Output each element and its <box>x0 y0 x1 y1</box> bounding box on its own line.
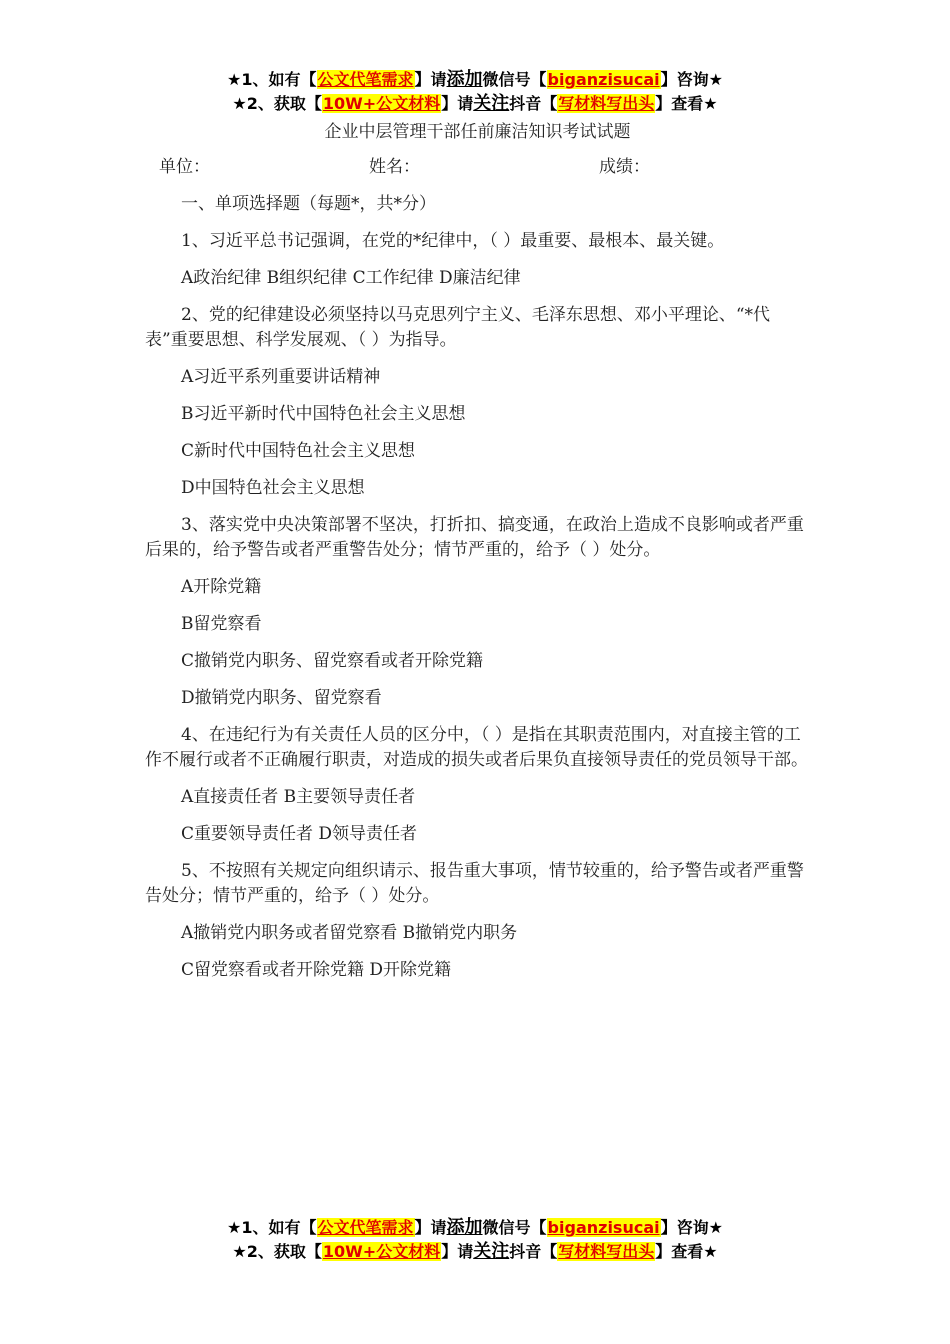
footer-highlight-service: 公文代笔需求 <box>317 1218 414 1237</box>
question-5-options-ab: A撤销党内职务或者留党察看 B撤销党内职务 <box>181 923 518 943</box>
name-label: 姓名： <box>369 157 420 177</box>
question-2-option-c: C新时代中国特色社会主义思想 <box>181 441 416 461</box>
candidate-info-row <box>145 155 810 180</box>
highlight-wechat-id: biganzisucai <box>547 70 660 89</box>
footer-banner <box>0 1216 950 1264</box>
question-5: 5、不按照有关规定向组织请示、报告重大事项，情节较重的，给予警告或者严重警告处分；情节严重的，给予（ ）处分。 <box>145 861 804 906</box>
section-heading: 一、单项选择题（每题*，共*分） <box>181 194 436 214</box>
footer-highlight-douyin-account: 写材料写出头 <box>558 1242 655 1261</box>
banner-line-1: ★1、如有【公文代笔需求】请添加微信号【biganzisucai】咨询★ <box>227 69 723 90</box>
question-2-option-d: D中国特色社会主义思想 <box>181 478 365 498</box>
question-1-options: A政治纪律 B组织纪律 C工作纪律 D廉洁纪律 <box>181 268 521 288</box>
page-title: 企业中层管理干部任前廉洁知识考试试题 <box>324 122 631 142</box>
question-4: 4、在违纪行为有关责任人员的区分中，（ ）是指在其职责范围内，对直接主管的工作不履行或者不正确履行职责，对造成的损失或者后果负直接领导责任的党员领导干部。 <box>145 725 808 770</box>
question-2-option-a: A习近平系列重要讲话精神 <box>181 367 381 387</box>
highlight-service: 公文代笔需求 <box>317 70 414 89</box>
question-3-option-d: D撤销党内职务、留党察看 <box>181 688 382 708</box>
footer-emphasis-follow: 关注 <box>473 1241 510 1262</box>
question-5-options-cd: C留党察看或者开除党籍 D开除党籍 <box>181 960 452 980</box>
question-2: 2、党的纪律建设必须坚持以马克思列宁主义、毛泽东思想、邓小平理论、“*代表”重要思想、科学发展观、（ ）为指导。 <box>145 305 771 350</box>
question-2-option-b: B习近平新时代中国特色社会主义思想 <box>181 404 466 424</box>
highlight-douyin-account: 写材料写出头 <box>558 94 655 113</box>
question-3: 3、落实党中央决策部署不坚决，打折扣、搞变通，在政治上造成不良影响或者严重后果的，给予警告或者严重警告处分；情节严重的，给予（ ）处分。 <box>145 515 804 560</box>
emphasis-follow: 关注 <box>473 93 510 114</box>
question-3-option-b: B留党察看 <box>181 614 262 634</box>
header-banner <box>0 68 950 116</box>
question-1: 1、习近平总书记强调，在党的*纪律中，（ ）最重要、最根本、最关键。 <box>181 231 725 251</box>
question-3-option-c: C撤销党内职务、留党察看或者开除党籍 <box>181 651 484 671</box>
exam-document <box>145 120 810 995</box>
footer-highlight-materials: 10W+公文材料 <box>322 1242 441 1261</box>
banner-line-2: ★2、获取【10W+公文材料】请关注抖音【写材料写出头】查看★ <box>232 93 718 114</box>
footer-emphasis-add: 添加 <box>446 1217 483 1238</box>
unit-label: 单位： <box>159 157 210 177</box>
question-4-options-cd: C重要领导责任者 D领导责任者 <box>181 824 418 844</box>
footer-highlight-wechat-id: biganzisucai <box>547 1218 660 1237</box>
highlight-materials: 10W+公文材料 <box>322 94 441 113</box>
score-label: 成绩： <box>599 157 650 177</box>
question-3-option-a: A开除党籍 <box>181 577 262 597</box>
question-4-options-ab: A直接责任者 B主要领导责任者 <box>181 787 416 807</box>
emphasis-add: 添加 <box>446 69 483 90</box>
footer-banner-line-1: ★1、如有【公文代笔需求】请添加微信号【biganzisucai】咨询★ <box>227 1217 723 1238</box>
footer-banner-line-2: ★2、获取【10W+公文材料】请关注抖音【写材料写出头】查看★ <box>232 1241 718 1262</box>
